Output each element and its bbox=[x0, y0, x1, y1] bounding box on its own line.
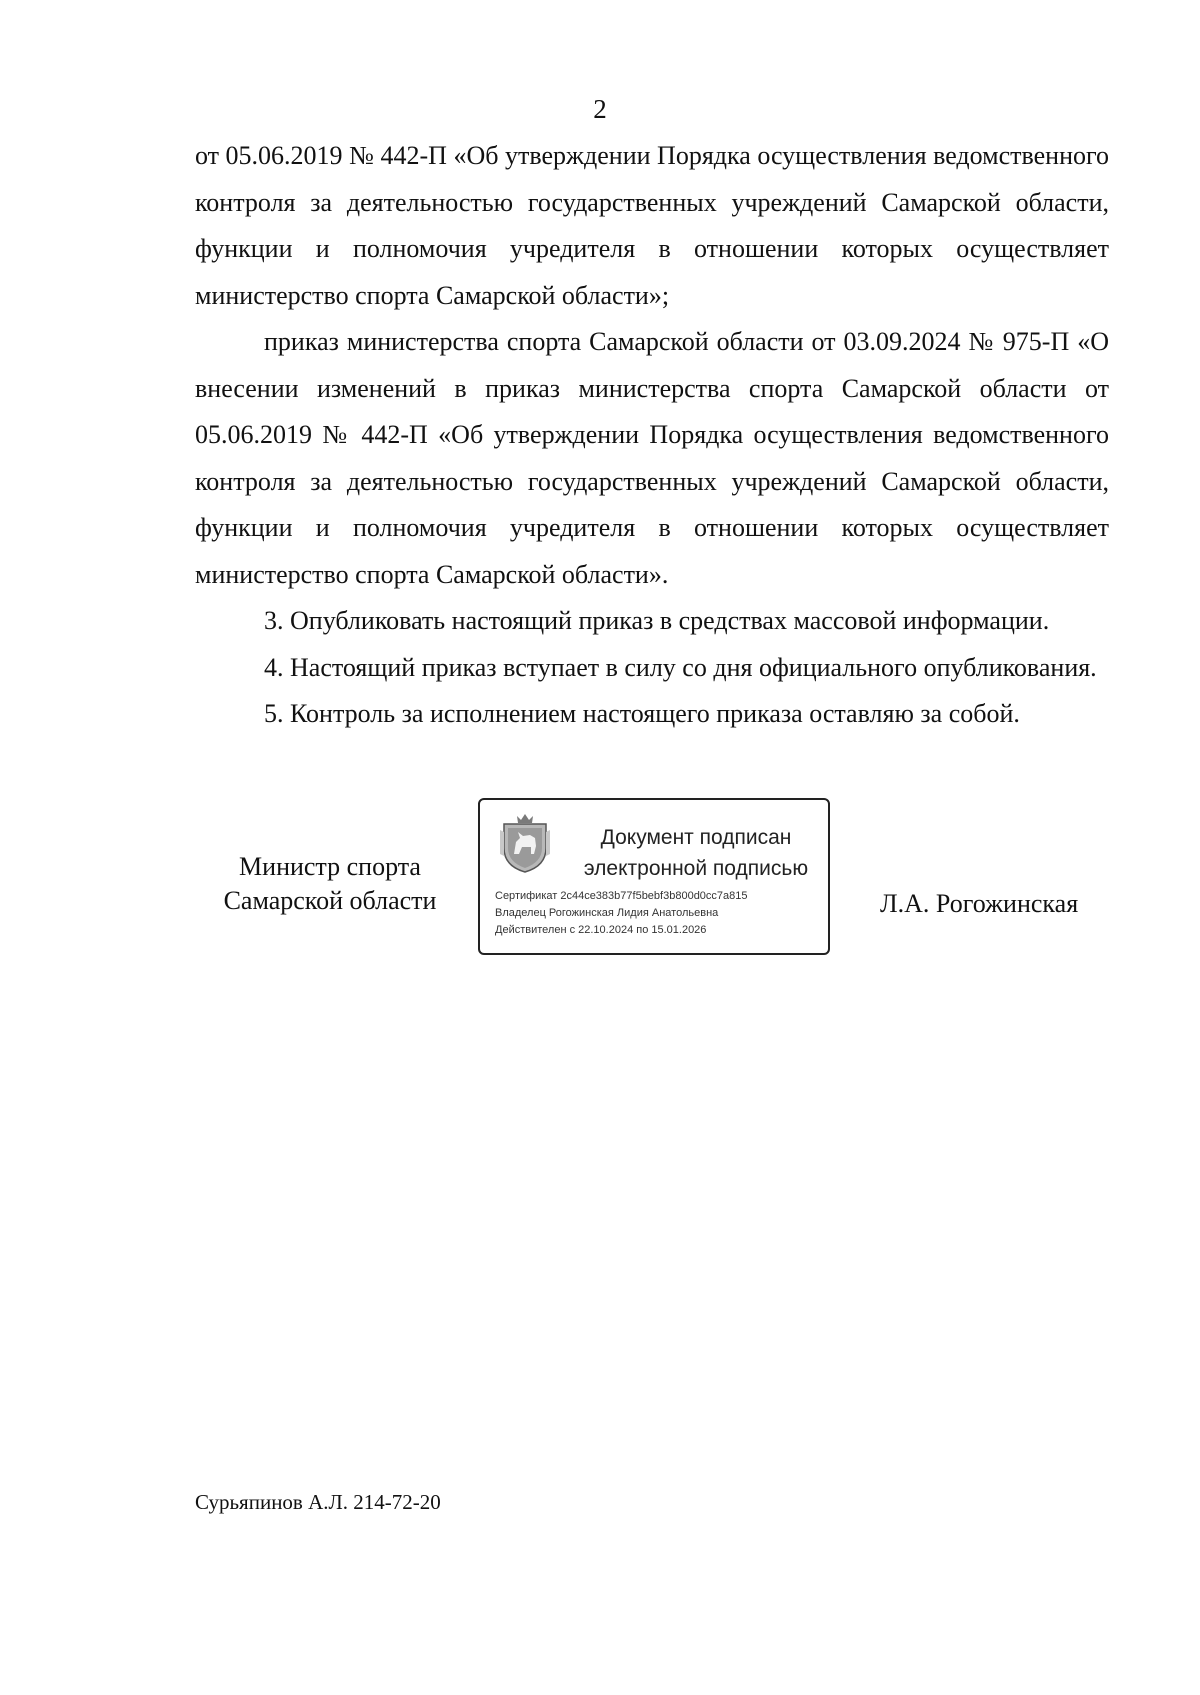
stamp-certificate: Сертификат 2c44ce383b77f5bebf3b800d0cc7a815 bbox=[495, 890, 748, 902]
paragraph-reference-continuation: от 05.06.2019 № 442-П «Об утверждении Порядка осуществления ведомственного контроля за деятельностью государственных учреждений Самарской области, функции и полномочия учредителя в отношении которых осуществляет министерство спорта Самарской области»; bbox=[195, 141, 1109, 310]
paragraph-publish-clause: 3. Опубликовать настоящий приказ в средствах массовой информации. bbox=[264, 606, 1050, 635]
stamp-headline-line: электронной подписью bbox=[583, 857, 809, 880]
signer-title-line: Самарской области bbox=[223, 886, 437, 915]
stamp-validity: Действителен с 22.10.2024 по 15.01.2026 bbox=[495, 924, 707, 936]
paragraph-amendment-order: приказ министерства спорта Самарской области от 03.09.2024 № 975-П «О внесении изменений в приказ министерства спорта Самарской области от 05.06.2019 № 442-П «Об утверждении Порядка осуществления ведомственного контроля за деятельностью государственных учреждений Самарской области, функции и полномочия учредителя в отношении которых осуществляет министерство спорта Самарской области». bbox=[195, 327, 1109, 589]
stamp-headline bbox=[580, 822, 812, 884]
electronic-signature-stamp bbox=[478, 798, 830, 955]
signer-title-line: Министр спорта bbox=[239, 852, 421, 881]
paragraph-effective-clause: 4. Настоящий приказ вступает в силу со дня официального опубликования. bbox=[264, 652, 1097, 682]
stamp-details bbox=[495, 888, 825, 939]
signer-name: Л.А. Рогожинская bbox=[880, 889, 1079, 918]
samara-coat-of-arms-icon bbox=[498, 810, 552, 874]
signer-title bbox=[205, 850, 455, 918]
stamp-owner: Владелец Рогожинская Лидия Анатольевна bbox=[495, 907, 719, 919]
document-body bbox=[195, 133, 1109, 738]
stamp-headline-line: Документ подписан bbox=[600, 826, 792, 849]
paragraph-control-clause: 5. Контроль за исполнением настоящего приказа оставляю за собой. bbox=[264, 699, 1020, 728]
footer-contact: Сурьяпинов А.Л. 214-72-20 bbox=[195, 1490, 441, 1514]
page-number: 2 bbox=[593, 94, 607, 124]
